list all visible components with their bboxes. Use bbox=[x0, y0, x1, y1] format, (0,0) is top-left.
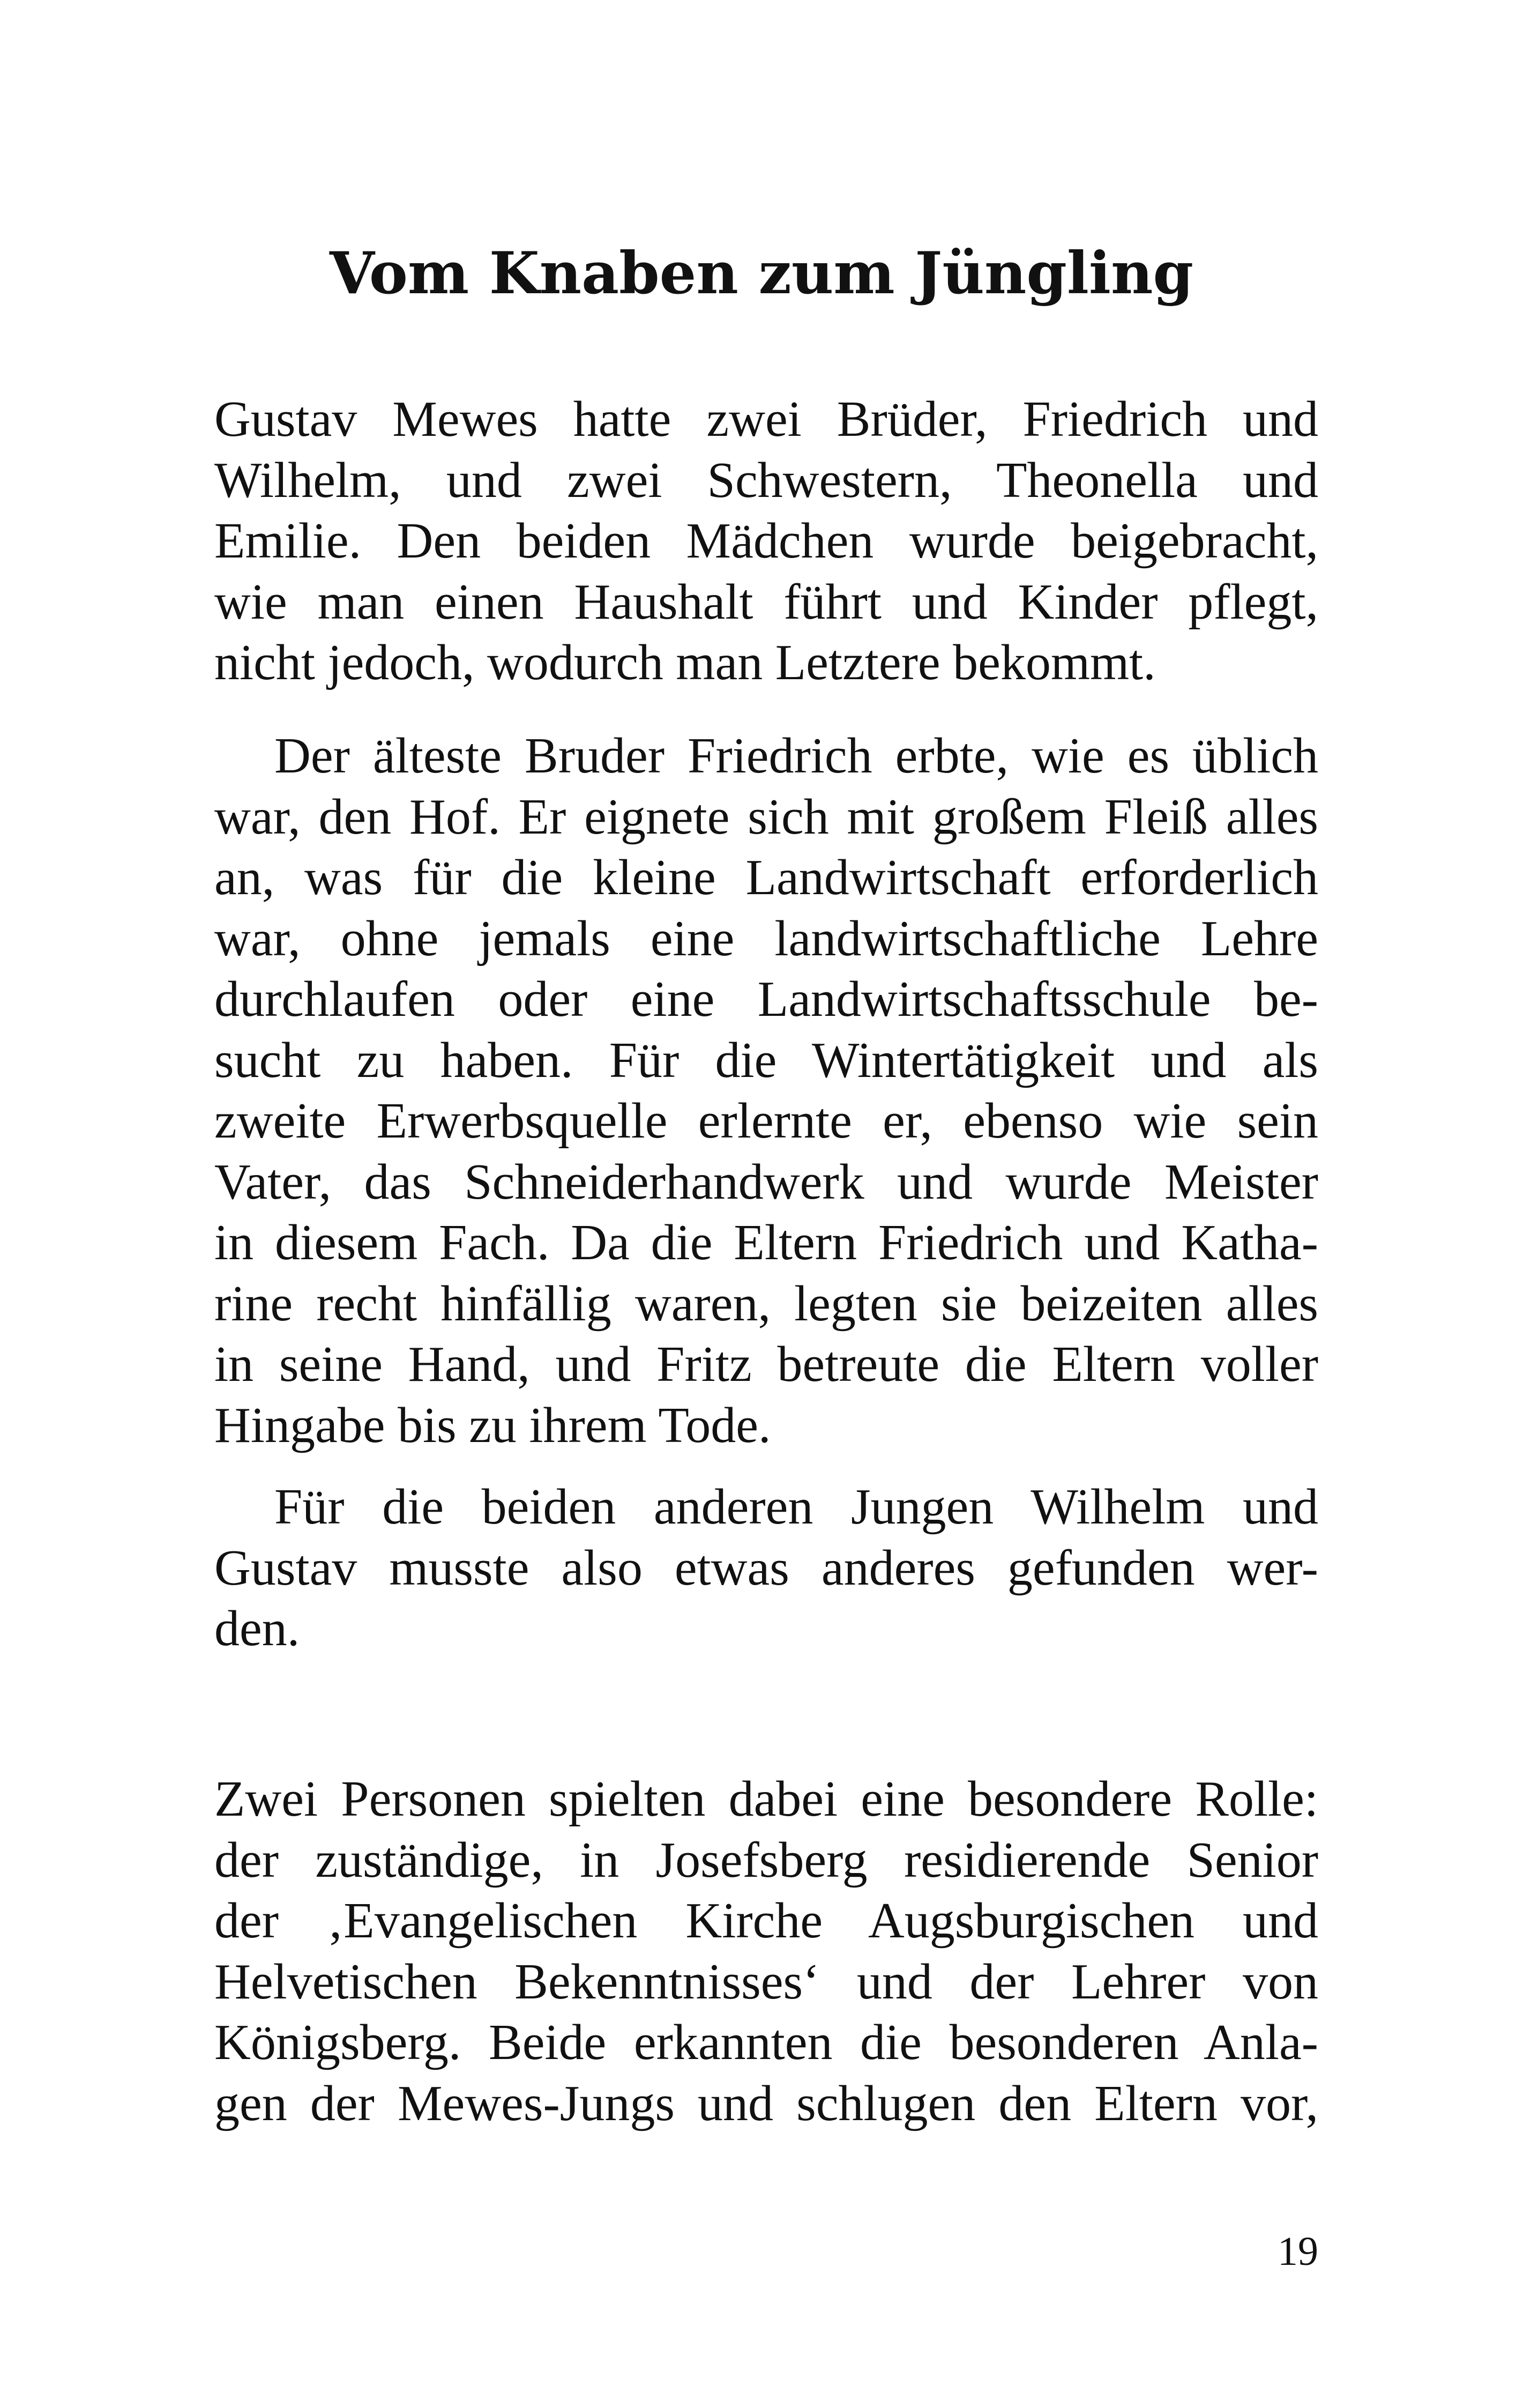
text-line: rine recht hinfällig waren, legten sie beizeiten alles bbox=[214, 1275, 1318, 1332]
text-line: Für die beiden anderen Jungen Wilhelm und bbox=[274, 1479, 1318, 1535]
text-line: zweite Erwerbsquelle erlernte er, ebenso wie sein bbox=[214, 1093, 1318, 1149]
text-line: gen der Mewes-Jungs und schlugen den Eltern vor, bbox=[214, 2075, 1318, 2131]
text-line: den. bbox=[214, 1601, 300, 1656]
text-line: an, was für die kleine Landwirtschaft erforderlich bbox=[214, 850, 1318, 905]
paragraph-1 bbox=[214, 389, 1318, 694]
text-line: durchlaufen oder eine Landwirtschaftsschule be- bbox=[214, 971, 1318, 1027]
text-line: Emilie. Den beiden Mädchen wurde beigebracht, bbox=[214, 513, 1318, 569]
text-line: in seine Hand, und Fritz betreute die Eltern voller bbox=[214, 1336, 1318, 1392]
chapter-title: Vom Knaben zum Jüngling bbox=[330, 240, 1193, 307]
text-line: in diesem Fach. Da die Eltern Friedrich und Katha- bbox=[214, 1215, 1318, 1270]
text-line: sucht zu haben. Für die Wintertätigkeit und als bbox=[214, 1032, 1318, 1088]
text-line: Gustav Mewes hatte zwei Brüder, Friedrich und bbox=[214, 391, 1318, 447]
text-line: nicht jedoch, wodurch man Letztere bekommt. bbox=[214, 635, 1156, 690]
text-line: Der älteste Bruder Friedrich erbte, wie es üblich bbox=[274, 728, 1318, 784]
text-line: Helvetischen Bekenntnisses‘ und der Lehrer von bbox=[214, 1953, 1318, 2010]
text-line: war, ohne jemals eine landwirtschaftliche Lehre bbox=[214, 910, 1318, 967]
text-line: der ‚Evangelischen Kirche Augsburgischen und bbox=[214, 1893, 1318, 1949]
paragraph-3 bbox=[214, 1477, 1318, 1660]
paragraph-4 bbox=[214, 1769, 1318, 2134]
text-line: der zuständige, in Josefsberg residierende Senior bbox=[214, 1832, 1318, 1888]
page-number: 19 bbox=[1278, 2229, 1318, 2274]
paragraph-2 bbox=[214, 726, 1318, 1456]
text-line: war, den Hof. Er eignete sich mit großem Fleiß alles bbox=[214, 789, 1318, 845]
text-line: Zwei Personen spielten dabei eine besondere Rolle: bbox=[214, 1771, 1318, 1827]
text-line: Gustav musste also etwas anderes gefunden wer- bbox=[214, 1540, 1318, 1596]
text-line: Vater, das Schneiderhandwerk und wurde Meister bbox=[214, 1154, 1318, 1210]
text-line: Hingabe bis zu ihrem Tode. bbox=[214, 1397, 771, 1453]
text-line: Königsberg. Beide erkannten die besonderen Anla- bbox=[214, 2015, 1318, 2070]
text-line: wie man einen Haushalt führt und Kinder pflegt, bbox=[214, 574, 1318, 630]
text-line: Wilhelm, und zwei Schwestern, Theonella und bbox=[214, 452, 1318, 508]
